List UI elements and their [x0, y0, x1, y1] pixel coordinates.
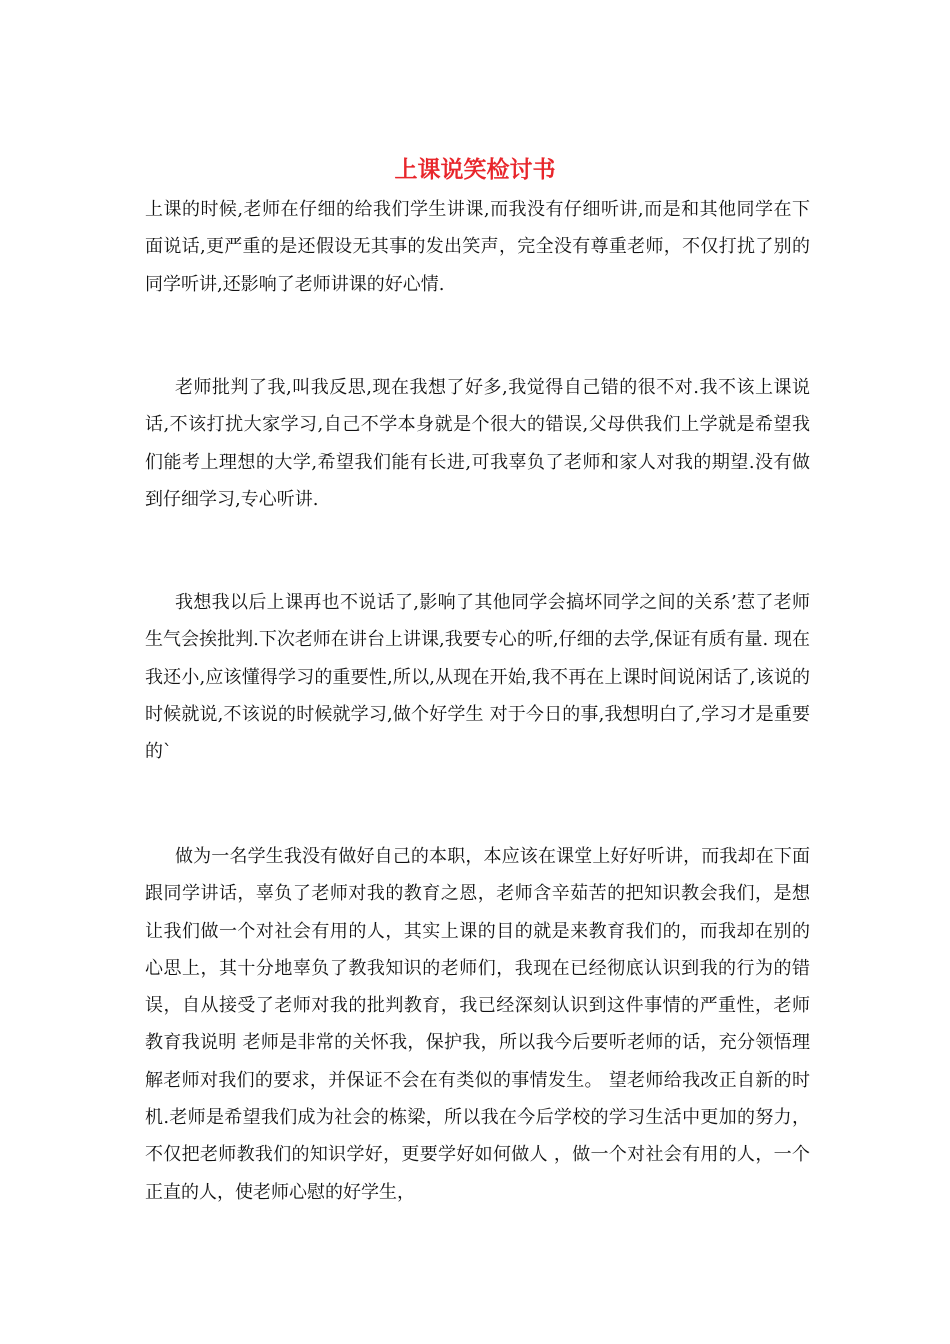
paragraph-1: 上课的时候,老师在仔细的给我们学生讲课,而我没有仔细听讲,而是和其他同学在下面说话,更严重的是还假设无其事的发出笑声，完全没有尊重老师，不仅打扰了别的同学听讲,还影响了老师讲课的好心情.: [145, 199, 810, 295]
paragraph-4: 做为一名学生我没有做好自己的本职，本应该在课堂上好好听讲，而我却在下面跟同学讲话，辜负了老师对我的教育之恩，老师含辛茹苦的把知识教会我们，是想让我们做一个对社会有用的人，其实上课的目的就是来教育我们的，而我却在别的心思上，其十分地辜负了教我知识的老师们，我现在已经彻底认识到我的行为的错误，自从接受了老师对我的批判教育，我已经深刻认识到这件事情的严重性，老师教育我说明 老师是非常的关怀我，保护我，所以我今后要听老师的话，充分领悟理解老师对我们的要求，并保证不会在有类似的事情发生。 望老师给我改正自新的时机.老师是希望我们成为社会的栋梁，所以我在今后学校的学习生活中更加的努力，不仅把老师教我们的知识学好，更要学好如何做人 ，做一个对社会有用的人，一个正直的人，使老师心慰的好学生，: [145, 846, 810, 1203]
paragraph-3: 我想我以后上课再也不说话了,影响了其他同学会搞坏同学之间的关系’惹了老师生气会挨批判.下次老师在讲台上讲课,我要专心的听,仔细的去学,保证有质有量. 现在我还小,应该懂得学习的重要性,所以,从现在开始,我不再在上课时间说闲话了,该说的时候就说,不该说的时候就学习,做个好学生 对于今日的事,我想明白了,学习才是重要的`: [145, 592, 810, 763]
document-title: 上课说笑检讨书: [394, 156, 556, 183]
paragraph-2: 老师批判了我,叫我反思,现在我想了好多,我觉得自己错的很不对.我不该上课说话,不该打扰大家学习,自己不学本身就是个很大的错误,父母供我们上学就是希望我们能考上理想的大学,希望我们能有长进,可我辜负了老师和家人对我的期望.没有做到仔细学习,专心听讲.: [145, 377, 810, 510]
